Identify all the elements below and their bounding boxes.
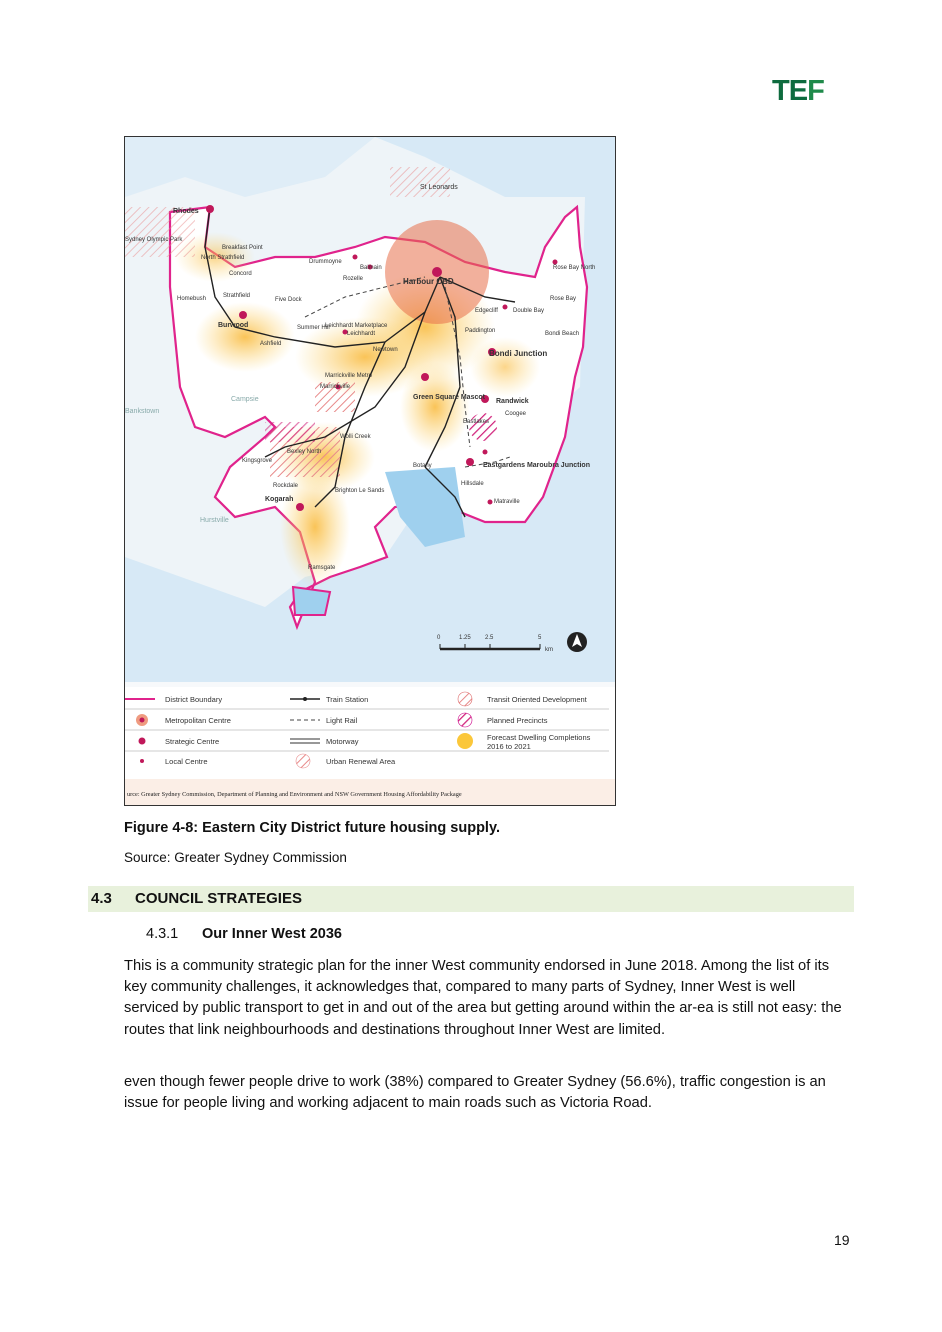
map-source-text: urce: Greater Sydney Commission, Department of Planning and Environment and NSW Government Housing Affordability Package: [127, 791, 462, 798]
label-green-square-mascot: Green Square Mascot: [413, 394, 485, 401]
label-coogee: Coogee: [505, 411, 527, 417]
label-ashfield: Ashfield: [260, 341, 282, 347]
legend-urban-renewal-area: Urban Renewal Area: [326, 757, 396, 766]
label-rhodes: Rhodes: [173, 208, 199, 215]
label-eastgardens-maroubra: Eastgardens Maroubra Junction: [483, 462, 590, 469]
svg-text:1.25: 1.25: [459, 635, 471, 641]
legend-motorway: Motorway: [326, 737, 359, 746]
legend-tod: Transit Oriented Development: [487, 695, 587, 704]
map-canvas: [125, 137, 615, 805]
label-wolli-creek: Wolli Creek: [340, 434, 371, 440]
label-campsie: Campsie: [231, 396, 259, 403]
label-marrickville: Marrickville: [320, 384, 350, 390]
label-bankstown: Bankstown: [125, 408, 160, 415]
label-bexley-north: Bexley North: [287, 449, 322, 455]
label-breakfast-point: Breakfast Point: [222, 245, 263, 251]
logo-wordmark: TEF: [772, 75, 824, 107]
section-number: 4.3: [91, 890, 112, 907]
label-hurstville: Hurstville: [200, 517, 229, 524]
label-hillsdale: Hillsdale: [461, 481, 484, 487]
figure-source: Source: Greater Sydney Commission: [124, 850, 347, 865]
section-heading: [88, 886, 854, 912]
legend-planned-precincts: Planned Precincts: [487, 716, 548, 725]
label-botany: Botany: [413, 463, 432, 469]
label-bondi-beach: Bondi Beach: [545, 331, 580, 337]
subsection-number: 4.3.1: [146, 926, 179, 942]
label-brighton-le-sands: Brighton Le Sands: [335, 488, 385, 494]
subsection-title: Our Inner West 2036: [202, 926, 342, 942]
label-bondi-junction: Bondi Junction: [489, 349, 548, 358]
paragraph: This is a community strategic plan for the inner West community endorsed in June 2018. Among the list of its key community challenges, it acknowledges that, compared to many parts of Sydney, Inner West is well serviced by public transport to get in and out of the area but getting around within the ar-ea is still not easy: the routes that link neighbourhoods and destinations throughout Inner West are limited.: [124, 958, 842, 1038]
legend-forecast-2: 2016 to 2021: [487, 742, 531, 751]
label-matraville: Matraville: [494, 499, 520, 505]
label-summer-hill: Summer Hill: [297, 325, 330, 331]
legend-district-boundary: District Boundary: [165, 695, 223, 704]
legend-train-station: Train Station: [326, 695, 369, 704]
label-drummoyne: Drummoyne: [309, 259, 342, 265]
svg-text:5: 5: [538, 635, 542, 641]
legend-light-rail: Light Rail: [326, 716, 358, 725]
label-marrickville-metro: Marrickville Metro: [325, 373, 373, 379]
page-number: 19: [834, 1232, 850, 1248]
label-rose-bay-north: Rose Bay North: [553, 265, 596, 271]
paragraph: even though fewer people drive to work (38%) compared to Greater Sydney (56.6%), traffic congestion is an issue for people living and working adjacent to main roads such as Victoria Road.: [124, 1074, 826, 1112]
label-balmain: Balmain: [360, 265, 382, 271]
label-edgecliff: Edgecliff: [475, 308, 498, 314]
label-kingsgrove: Kingsgrove: [242, 458, 273, 464]
svg-text:2.5: 2.5: [485, 635, 494, 641]
label-eastlakes: Eastlakes: [463, 419, 490, 425]
label-leichhardt-marketplace: Leichhardt Marketplace: [325, 323, 388, 329]
label-rockdale: Rockdale: [273, 483, 299, 489]
legend-local-centre: Local Centre: [165, 757, 208, 766]
label-five-dock: Five Dock: [275, 297, 302, 303]
label-harbour-cbd: Harbour CBD: [403, 277, 454, 286]
label-rozelle: Rozelle: [343, 276, 364, 282]
label-ramsgate: Ramsgate: [308, 565, 336, 571]
label-st-leonards: St Leonards: [420, 184, 458, 191]
tef-logo: [772, 76, 854, 106]
label-north-strathfield: North Strathfield: [201, 255, 245, 261]
legend-forecast-1: Forecast Dwelling Completions: [487, 733, 591, 742]
figure-caption: Figure 4-8: Eastern City District future housing supply.: [124, 820, 500, 836]
north-arrow-icon: [567, 632, 587, 652]
label-rose-bay: Rose Bay: [550, 296, 577, 302]
label-homebush: Homebush: [177, 296, 207, 302]
label-leichhardt: Leichhardt: [347, 331, 376, 337]
svg-text:km: km: [545, 647, 553, 653]
label-randwick: Randwick: [496, 398, 529, 405]
section-title: COUNCIL STRATEGIES: [135, 890, 302, 907]
label-newtown: Newtown: [373, 347, 398, 353]
label-paddington: Paddington: [465, 328, 496, 334]
district-map-figure: [124, 136, 616, 806]
label-concord: Concord: [229, 271, 252, 277]
legend-strategic-centre: Strategic Centre: [165, 737, 220, 746]
label-strathfield: Strathfield: [223, 293, 251, 299]
label-kogarah: Kogarah: [265, 496, 294, 503]
label-double-bay: Double Bay: [513, 308, 545, 314]
label-sydney-olympic-park: Sydney Olympic Park: [125, 237, 183, 243]
label-burwood: Burwood: [218, 322, 249, 329]
svg-text:0: 0: [437, 635, 441, 641]
legend-metropolitan-centre: Metropolitan Centre: [165, 716, 231, 725]
